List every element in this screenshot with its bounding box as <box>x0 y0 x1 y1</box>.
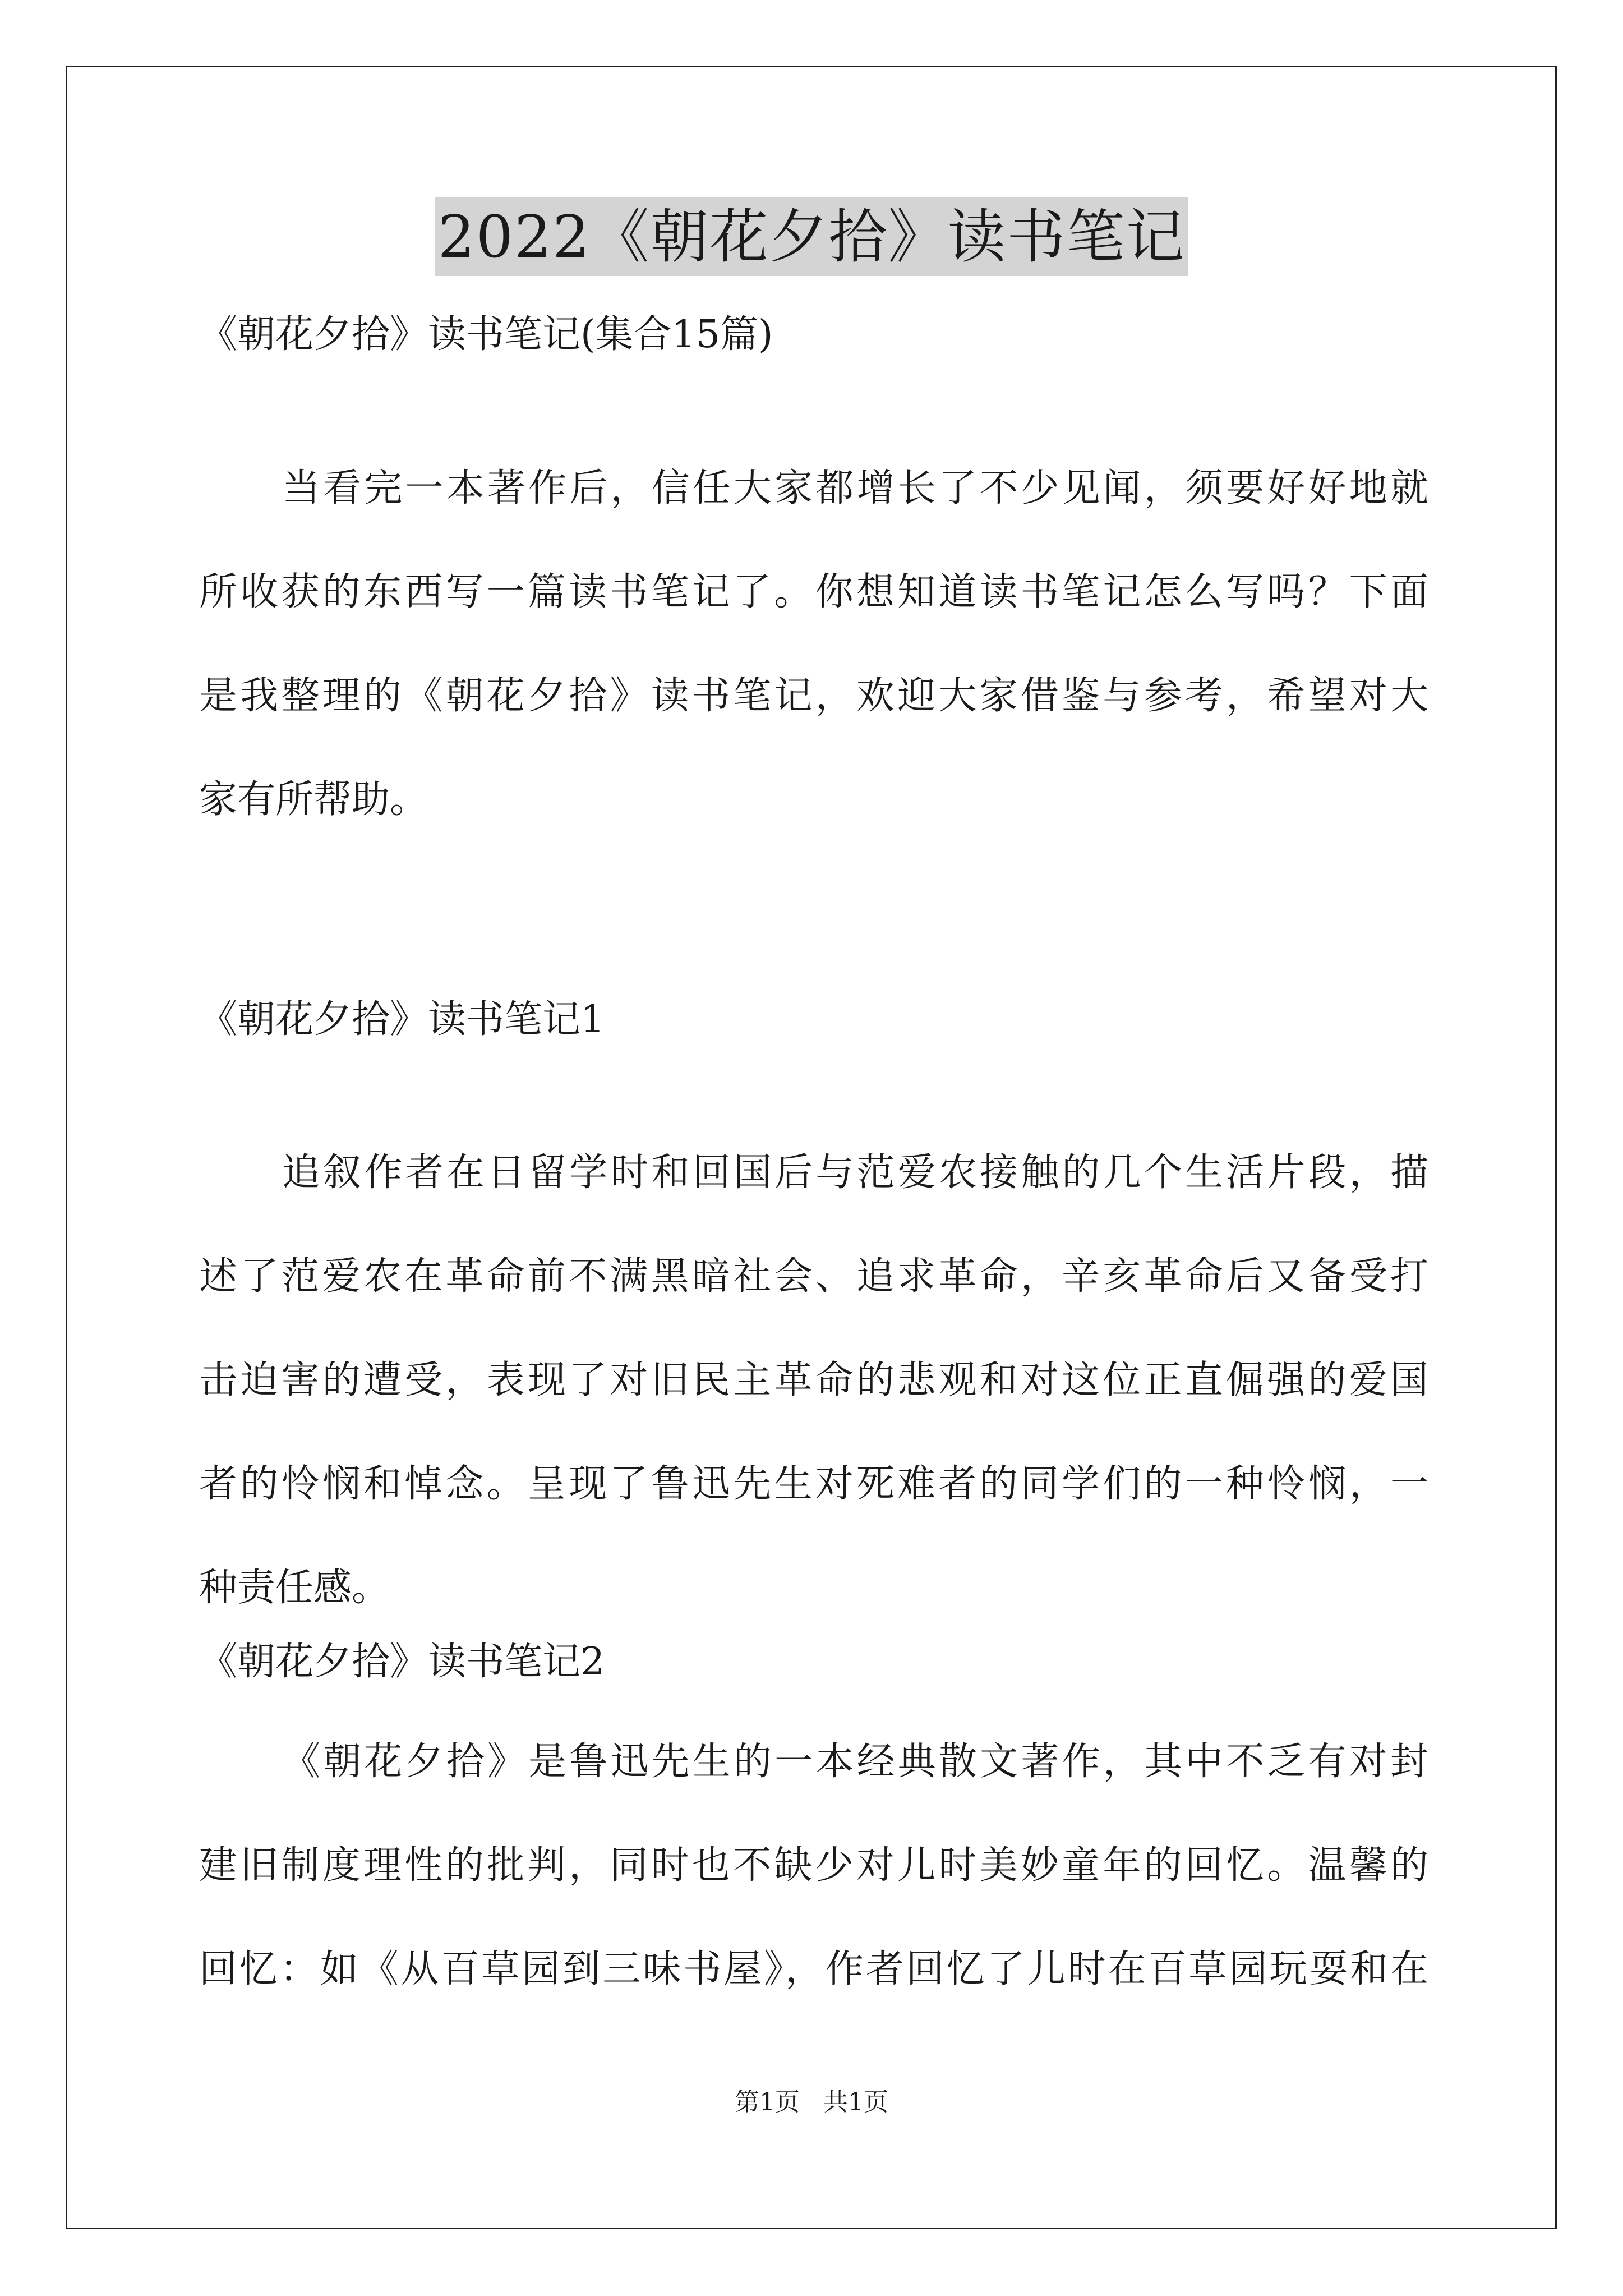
section1-line: 述了范爱农在革命前不满黑暗社会、追求革命，辛亥革命后又备受打 <box>199 1254 1428 1299</box>
intro-line: 是我整理的《朝花夕拾》读书笔记，欢迎大家借鉴与参考，希望对大 <box>199 674 1428 718</box>
section2-line: 《朝花夕拾》是鲁迅先生的一本经典散文著作，其中不乏有对封 <box>282 1740 1428 1784</box>
title-container <box>0 197 1623 276</box>
section2-line: 建旧制度理性的批判，同时也不缺少对儿时美妙童年的回忆。温馨的 <box>199 1843 1428 1888</box>
page-footer: 第1页 共1页 <box>735 2088 888 2116</box>
section-heading-2: 《朝花夕拾》读书笔记2 <box>199 1640 605 1684</box>
document-subtitle: 《朝花夕拾》读书笔记(集合15篇) <box>199 312 773 357</box>
section1-line: 追叙作者在日留学时和回国后与范爱农接触的几个生活片段，描 <box>282 1151 1428 1195</box>
intro-line: 当看完一本著作后，信任大家都增长了不少见闻，须要好好地就 <box>282 466 1428 510</box>
section1-line: 者的怜悯和悼念。呈现了鲁迅先生对死难者的同学们的一种怜悯，一 <box>199 1462 1428 1506</box>
section-heading-1: 《朝花夕拾》读书笔记1 <box>199 997 605 1042</box>
section1-line: 击迫害的遭受，表现了对旧民主革命的悲观和对这位正直倔强的爱国 <box>199 1358 1428 1402</box>
document-title: 2022《朝花夕拾》读书笔记 <box>435 197 1189 276</box>
intro-line: 所收获的东西写一篇读书笔记了。你想知道读书笔记怎么写吗？下面 <box>199 570 1428 614</box>
section1-line: 种责任感。 <box>199 1566 390 1610</box>
section2-line: 回忆：如《从百草园到三味书屋》，作者回忆了儿时在百草园玩耍和在 <box>199 1947 1428 1991</box>
intro-line: 家有所帮助。 <box>199 777 428 822</box>
